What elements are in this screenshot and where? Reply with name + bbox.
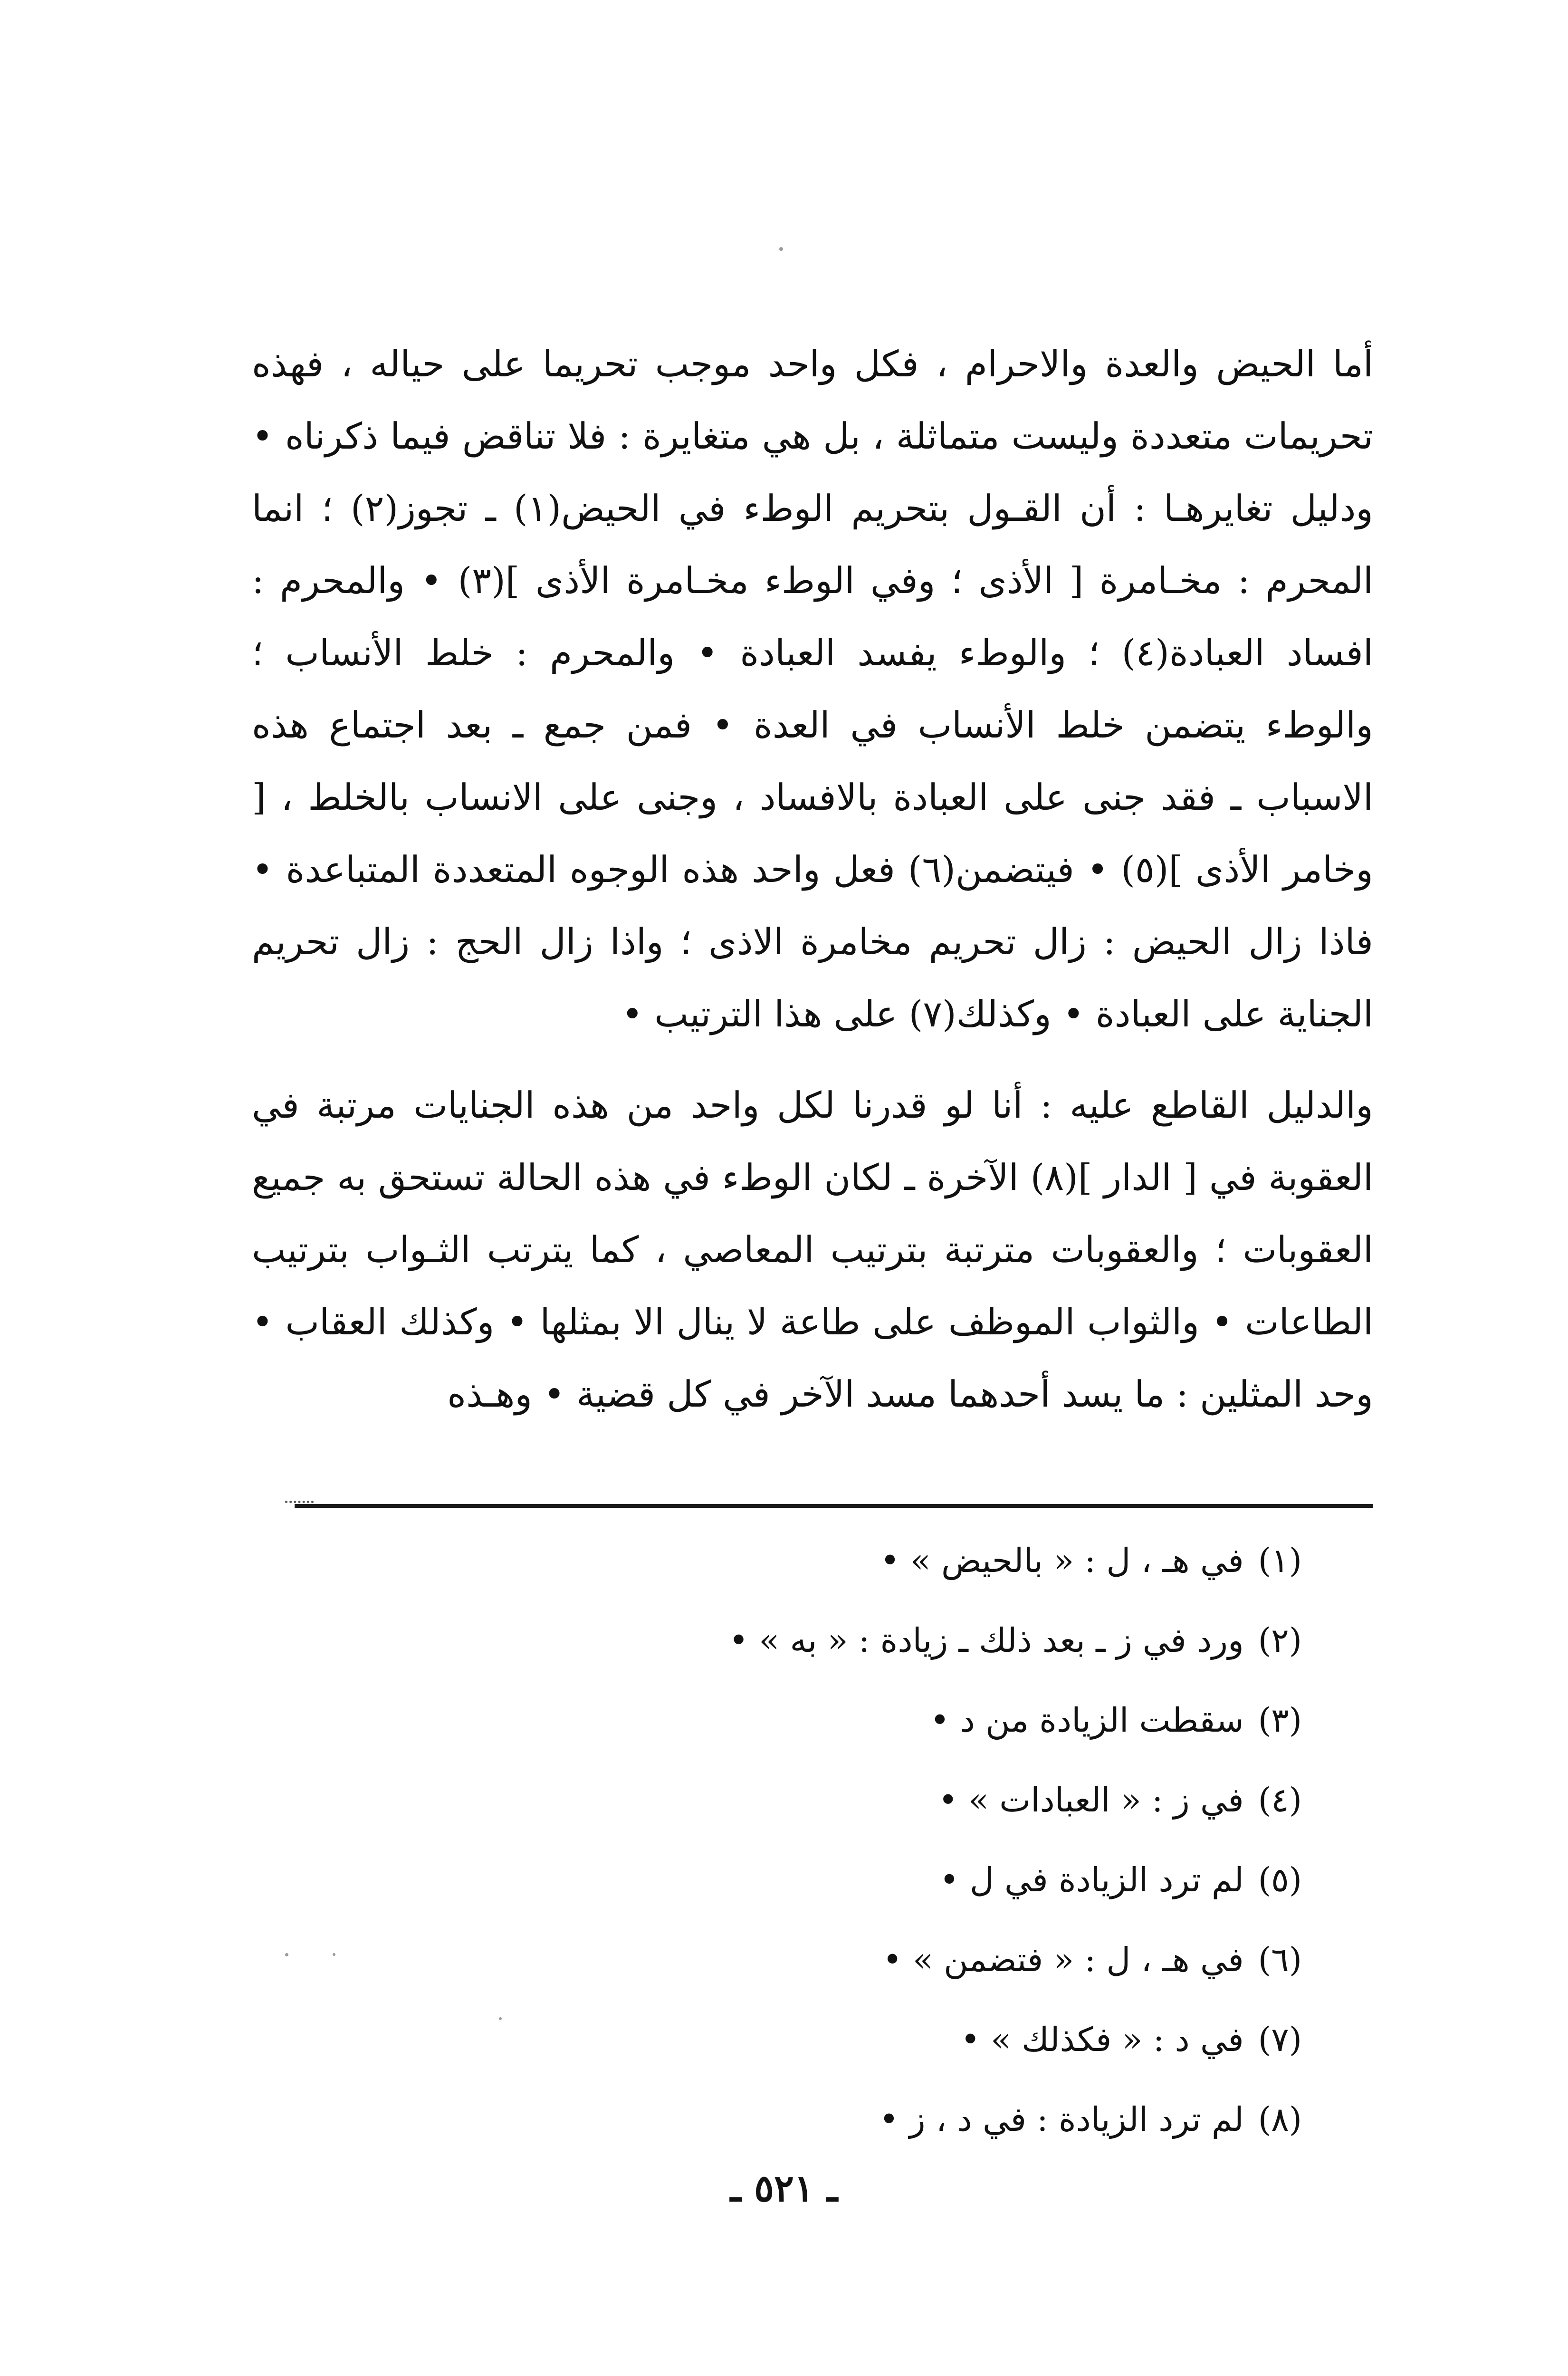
footnote-text: سقطت الزيادة من د • xyxy=(930,1701,1244,1740)
footnote-item xyxy=(523,1521,1302,1600)
footnote-separator xyxy=(295,1504,1373,1508)
footnote-number: (٦) xyxy=(1258,1940,1302,1979)
main-text xyxy=(252,328,1373,1430)
footnote-text: لم ترد الزيادة في ل • xyxy=(939,1860,1244,1899)
footnote-item xyxy=(523,1920,1302,2000)
footnote-item xyxy=(523,1760,1302,1840)
scan-speck xyxy=(499,2017,502,2020)
scan-speck xyxy=(779,247,783,251)
footnote-number: (٢) xyxy=(1258,1621,1302,1660)
page-number: ـ ٥٢١ ـ xyxy=(730,2167,838,2210)
footnote-number: (٧) xyxy=(1258,2020,1302,2059)
footnotes-list xyxy=(523,1521,1302,2159)
paragraph-1: أما الحيض والعدة والاحرام ، فكل واحد موجب تحريما على حياله ، فهذه تحريمات متعددة وليست متماثلة ، بل هي متغايرة : فلا تناقض فيما ذكرناه • ودليل تغايرهـا : أن القـول بتحريم الوطء في الحيض(١) ـ تجوز(٢) ؛ انما المحرم : مخـامرة [ الأذى ؛ وفي الوطء مخـامرة الأذى ](٣) • والمحرم : افساد العبادة(٤) ؛ والوطء يفسد العبادة • والمحرم : خلط الأنساب ؛ والوطء يتضمن خلط الأنساب في العدة • فمن جمع ـ بعد اجتماع هذه الاسباب ـ فقد جنى على العبادة بالافساد ، وجنى على الانساب بالخلط ، [ وخامر الأذى ](٥) • فيتضمن(٦) فعل واحد هذه الوجوه المتعددة المتباعدة • فاذا زال الحيض : زال تحريم مخامرة الاذى ؛ واذا زال الحج : زال تحريم الجناية على العبادة • وكذلك(٧) على هذا الترتيب • xyxy=(252,343,1373,1035)
footnote-item xyxy=(523,2000,1302,2079)
footnote-number: (٤) xyxy=(1258,1781,1302,1820)
footnote-number: (٣) xyxy=(1258,1701,1302,1740)
footnote-text: ورد في ز ـ بعد ذلك ـ زيادة : « به » • xyxy=(728,1621,1244,1660)
footnote-text: في د : « فكذلك » • xyxy=(960,2020,1244,2059)
footnote-text: في ز : « العبادات » • xyxy=(938,1781,1244,1820)
footnote-item xyxy=(523,2079,1302,2159)
footnote-text: في هـ ، ل : « بالحيض » • xyxy=(880,1541,1244,1580)
footnote-rule-dots xyxy=(285,1501,314,1503)
footnote-item xyxy=(523,1840,1302,1920)
scan-speck xyxy=(285,1953,288,1956)
footnote-number: (١) xyxy=(1258,1541,1302,1580)
footnote-text: لم ترد الزيادة : في د ، ز • xyxy=(879,2100,1244,2139)
footnote-text: في هـ ، ل : « فتضمن » • xyxy=(882,1940,1244,1979)
footnote-item xyxy=(523,1680,1302,1760)
footnote-number: (٥) xyxy=(1258,1860,1302,1899)
footnote-item xyxy=(523,1600,1302,1680)
scan-speck xyxy=(333,1953,335,1956)
footnote-number: (٨) xyxy=(1258,2100,1302,2139)
paragraph-2: والدليل القاطع عليه : أنا لو قدرنا لكل واحد من هذه الجنايات مرتبة في العقوبة في [ الدار ](٨) الآخرة ـ لكان الوطء في هذه الحالة تستحق به جميع العقوبات ؛ والعقوبات مترتبة بترتيب المعاصي ، كما يترتب الثـواب بترتيب الطاعات • والثواب الموظف على طاعة لا ينال الا بمثلها • وكذلك العقاب • وحد المثلين : ما يسد أحدهما مسد الآخر في كل قضية • وهـذه xyxy=(252,1084,1374,1415)
